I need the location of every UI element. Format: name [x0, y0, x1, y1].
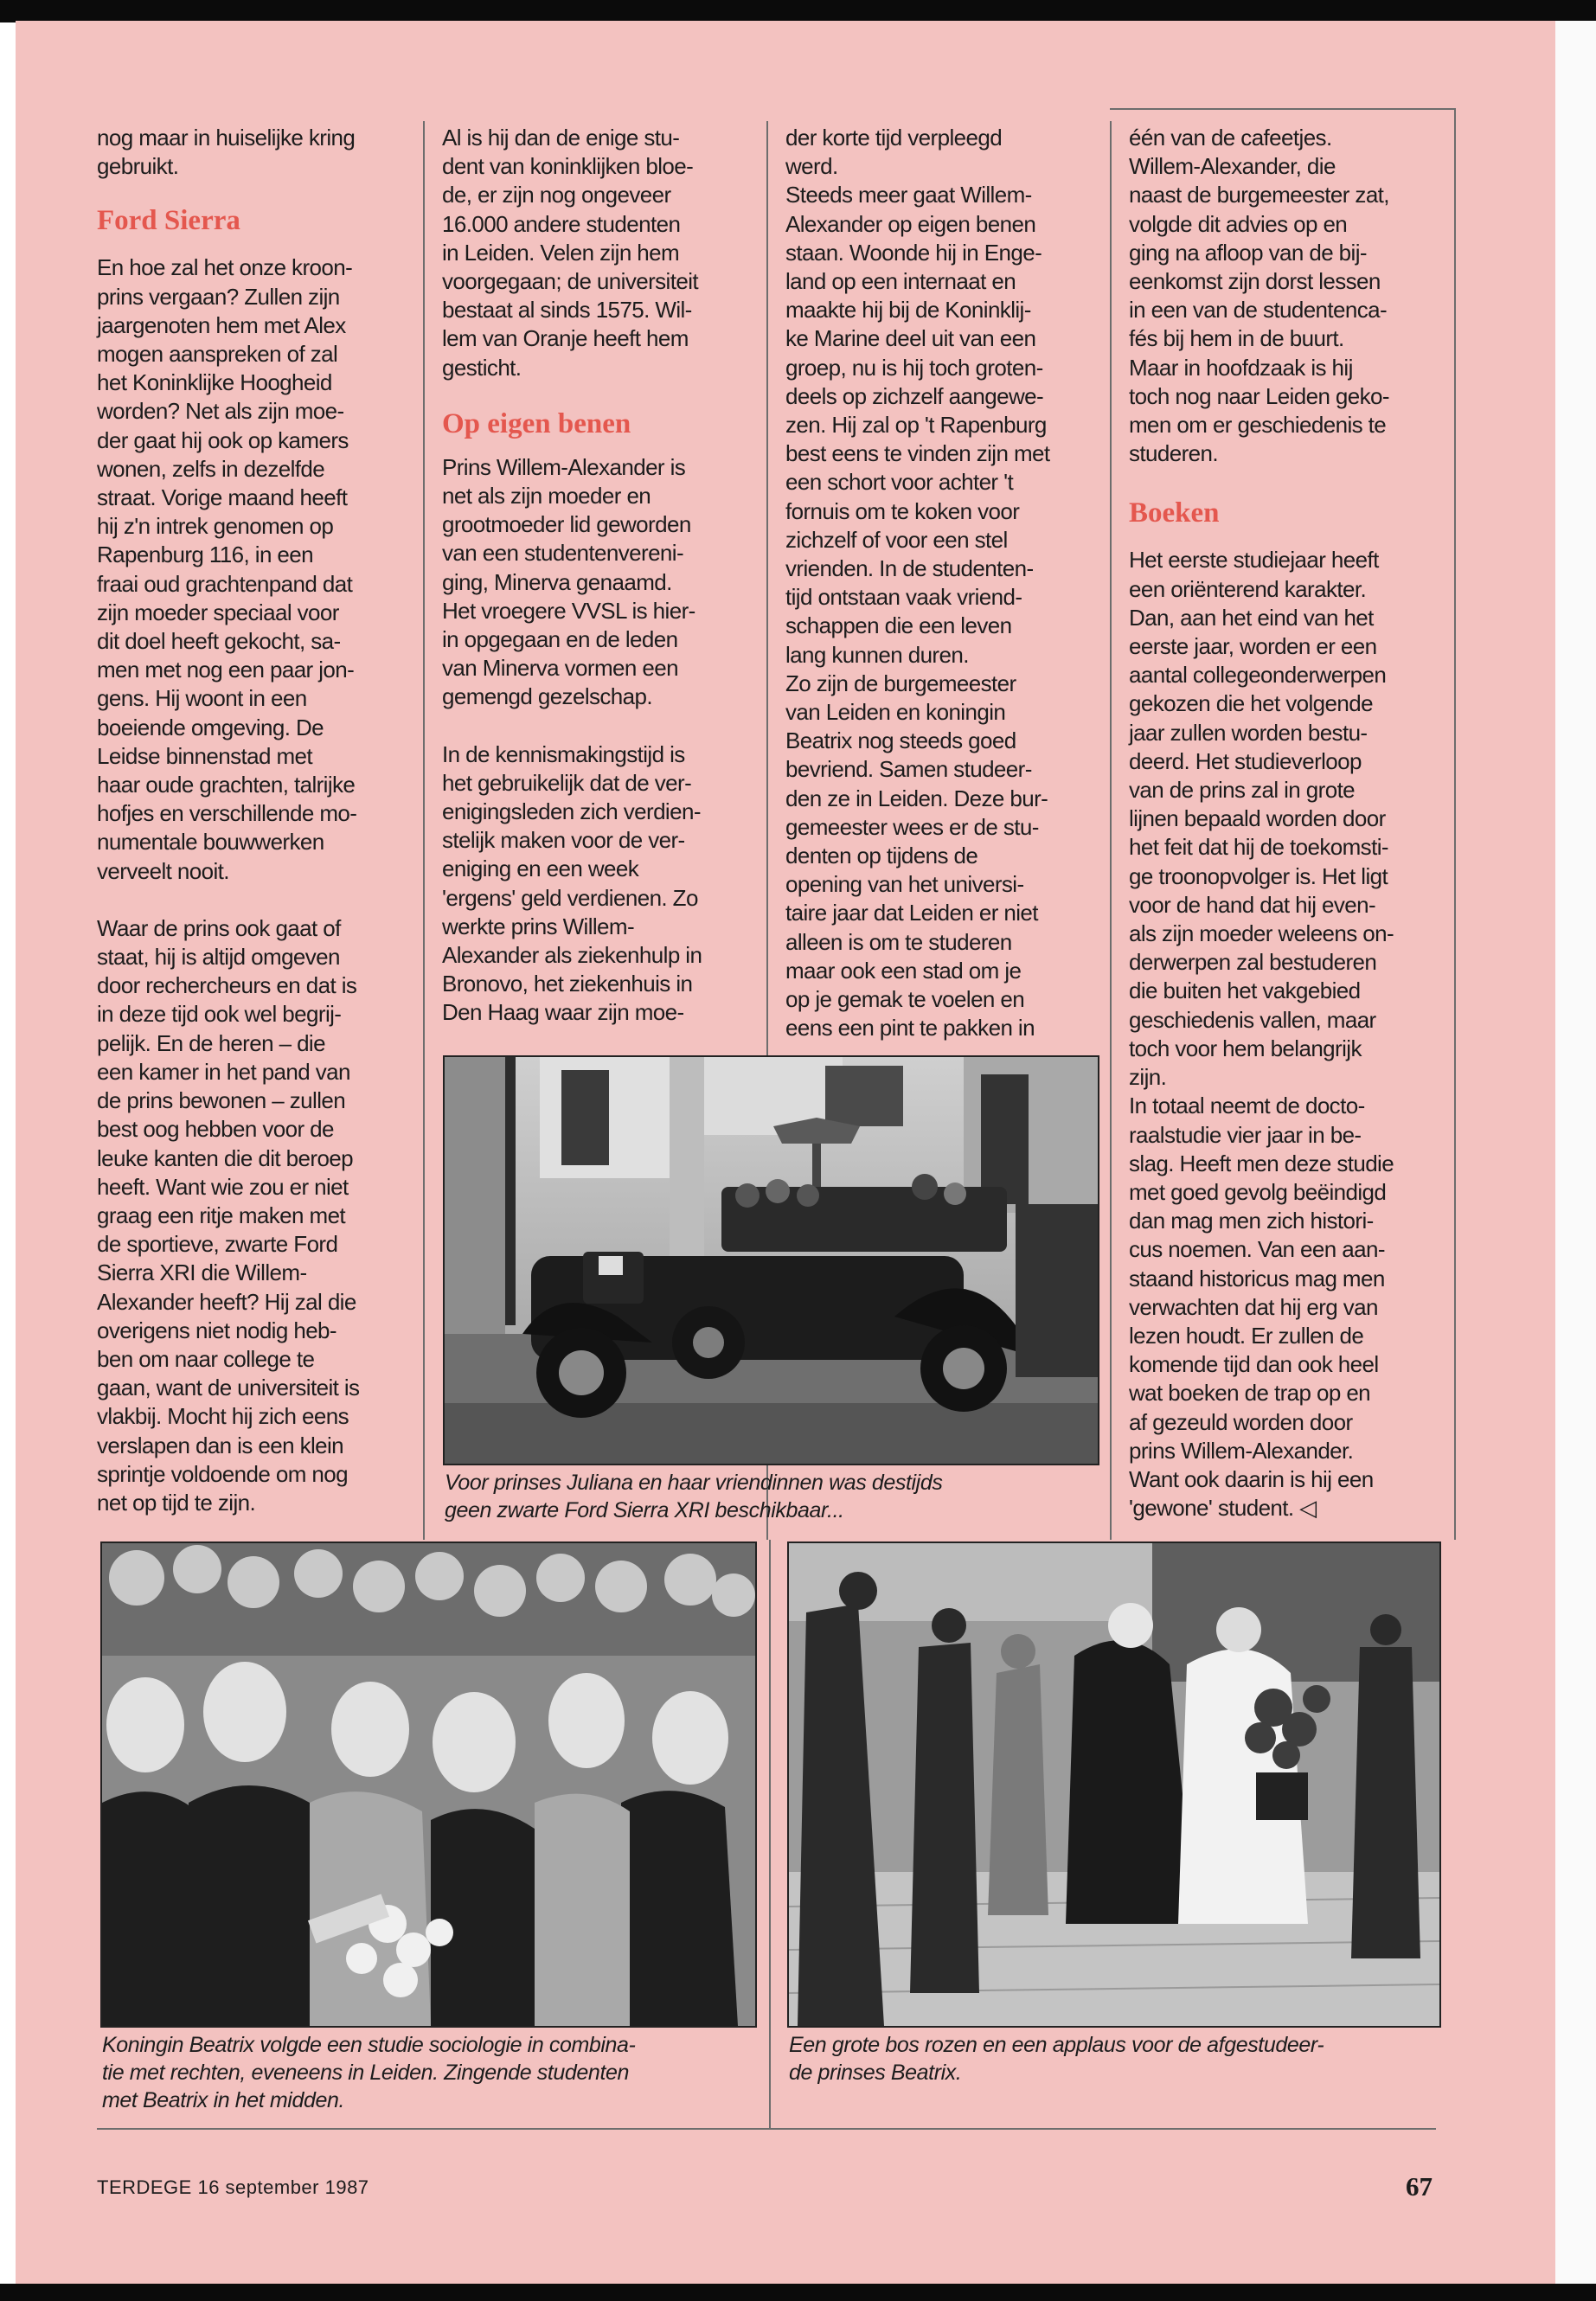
article-column-3: [785, 124, 1097, 1043]
paragraph: Prins Willem-Alexander is net als zijn moeder en grootmoeder lid geworden van een studentenvereni- ging, Minerva genaamd. Het vroegere VVSL is hier- in opgegaan en de leden van Minerva vormen een gemengd gezelschap.: [442, 453, 695, 710]
roses-applause-illustration: [789, 1543, 1439, 2026]
scan-bottom-border: [0, 2284, 1596, 2301]
column-rule-3: [1110, 121, 1112, 1540]
paragraph: nog maar in huiselijke kring gebruikt.: [97, 125, 356, 180]
singing-students-illustration: [102, 1543, 755, 2026]
article-column-2: [442, 124, 753, 1028]
column-rule-1: [423, 121, 425, 1540]
top-rule-right: [1110, 108, 1456, 110]
vintage-car-illustration: [445, 1057, 1098, 1464]
photo-singing-students: [100, 1541, 757, 2028]
paragraph: der korte tijd verpleegd werd. Steeds meer gaat Willem- Alexander op eigen benen staan. Woonde hij in Enge- land op een internaat en maakte hij bij de Koninklij- ke Marine deel uit van een groep, nu is hij toch groten- deels op zichzelf aangewe- zen. Hij zal op 't Rapenburg best eens te vinden zijn met een schort voor achter 't fornuis om te koken voor zichzelf of voor een stel vrienden. In de studenten- tijd ontstaan vaak vriend- schappen die een leven lang kunnen duren. Zo zijn de burgemeester van Leiden en koningin Beatrix nog steeds goed bevriend. Samen studeer- den ze in Leiden. Deze bur- gemeester wees er de stu- denten op tijdens de opening van het universi- taire jaar dat Leiden er niet alleen is om te studeren maar ook een stad om je op je gemak te voelen en eens een pint te pakken in: [785, 125, 1050, 1042]
section-heading-ford-sierra: Ford Sierra: [97, 205, 240, 237]
caption-singing-students: Koningin Beatrix volgde een studie sociologie in combina- tie met rechten, eveneens in Leiden. Zingende studenten met Beatrix in het midden.: [102, 2033, 636, 2112]
page-number: 67: [1406, 2171, 1433, 2202]
bottom-photos-divider: [769, 1540, 771, 2128]
section-heading-op-eigen-benen: Op eigen benen: [442, 407, 631, 439]
right-column-border: [1454, 108, 1456, 1540]
paragraph: En hoe zal het onze kroon- prins vergaan? Zullen zijn jaargenoten hem met Alex mogen aanspreken of zal het Koninklijke Hoogheid worden? Net als zijn moe- der gaat hij ook op kamers wonen, zelfs in dezelfde straat. Vorige maand heeft hij z'n intrek genomen op Rapenburg 116, in een fraai oud grachtenpand dat zijn moeder speciaal voor dit doel heeft gekocht, sa- men met nog een paar jon- gens. Hij woont in een boeiende omgeving. De Leidse binnenstad met haar oude grachten, talrijke hofjes en verschillende mo- numentale bouwwerken verveelt nooit.: [97, 254, 357, 884]
section-heading-boeken: Boeken: [1129, 497, 1220, 529]
caption-roses-applause: Een grote bos rozen en een applaus voor de afgestudeer- de prinses Beatrix.: [789, 2033, 1324, 2085]
caption-vintage-car: Voor prinses Juliana en haar vriendinnen was destijds geen zwarte Ford Sierra XRI beschikbaar...: [445, 1471, 943, 1522]
scan-top-border: [0, 0, 1596, 22]
bottom-rule: [97, 2128, 1436, 2130]
paragraph: Al is hij dan de enige stu- dent van koninklijken bloe- de, er zijn nog ongeveer 16.000 andere studenten in Leiden. Velen zijn hem voorgegaan; de universiteit bestaat al sinds 1575. Wil- lem van Oranje heeft hem gesticht.: [442, 125, 699, 381]
photo-vintage-car: [443, 1055, 1099, 1465]
paragraph: Het eerste studiejaar heeft een oriënterend karakter. Dan, aan het eind van het eerste jaar, worden er een aantal collegeonderwerpen gekozen die het volgende jaar zullen worden bestu- deerd. Het studieverloop van de prins zal in grote lijnen bepaald worden door het feit dat hij de toekomsti- ge troonopvolger is. Het ligt voor de hand dat hij even- als zijn moeder weleens on- derwerpen zal bestuderen die buiten het vakgebied geschiedenis vallen, maar toch voor hem belangrijk zijn. In totaal neemt de docto- raalstudie vier jaar in be- slag. Heeft men deze studie met goed gevolg beëindigd dan mag men zich histori- cus noemen. Van een aan- staand historicus mag men verwachten dat hij erg van lezen houdt. Er zullen de komende tijd dan ook heel wat boeken de trap op en af gezeuld worden door prins Willem-Alexander. Want ook daarin is hij een 'gewone' student. ◁: [1129, 547, 1394, 1522]
article-column-4: [1129, 124, 1451, 1522]
scan-right-margin: [1555, 21, 1596, 2284]
article-column-1: [97, 124, 408, 1517]
paragraph: Waar de prins ook gaat of staat, hij is altijd omgeven door rechercheurs en dat is in deze tijd ook wel begrij- pelijk. En de heren – die een kamer in het pand van de prins bewonen – zullen best oog hebben voor de leuke kanten die dit beroep heeft. Want wie zou er niet graag een ritje maken met de sportieve, zwarte Ford Sierra XRI die Willem- Alexander heeft? Hij zal die overigens niet nodig heb- ben om naar college te gaan, want de universiteit is vlakbij. Mocht hij zich eens verslapen dan is een klein sprintje voldoende om nog net op tijd te zijn.: [97, 914, 360, 1516]
footer-publication: TERDEGE 16 september 1987: [97, 2176, 369, 2198]
paragraph: één van de cafeetjes. Willem-Alexander, die naast de burgemeester zat, volgde dit advies op en ging na afloop van de bij- eenkomst zijn dorst lessen in een van de studentenca- fés bij hem in de buurt. Maar in hoofdzaak is hij toch nog naar Leiden geko- men om er geschiedenis te studeren.: [1129, 125, 1389, 467]
photo-roses-applause: [787, 1541, 1441, 2028]
paragraph: In de kennismakingstijd is het gebruikelijk dat de ver- enigingsleden zich verdien- stelijk maken voor de ver- eniging en een week 'ergens' geld verdienen. Zo werkte prins Willem- Alexander als ziekenhulp in Bronovo, het ziekenhuis in Den Haag waar zijn moe-: [442, 740, 702, 1026]
